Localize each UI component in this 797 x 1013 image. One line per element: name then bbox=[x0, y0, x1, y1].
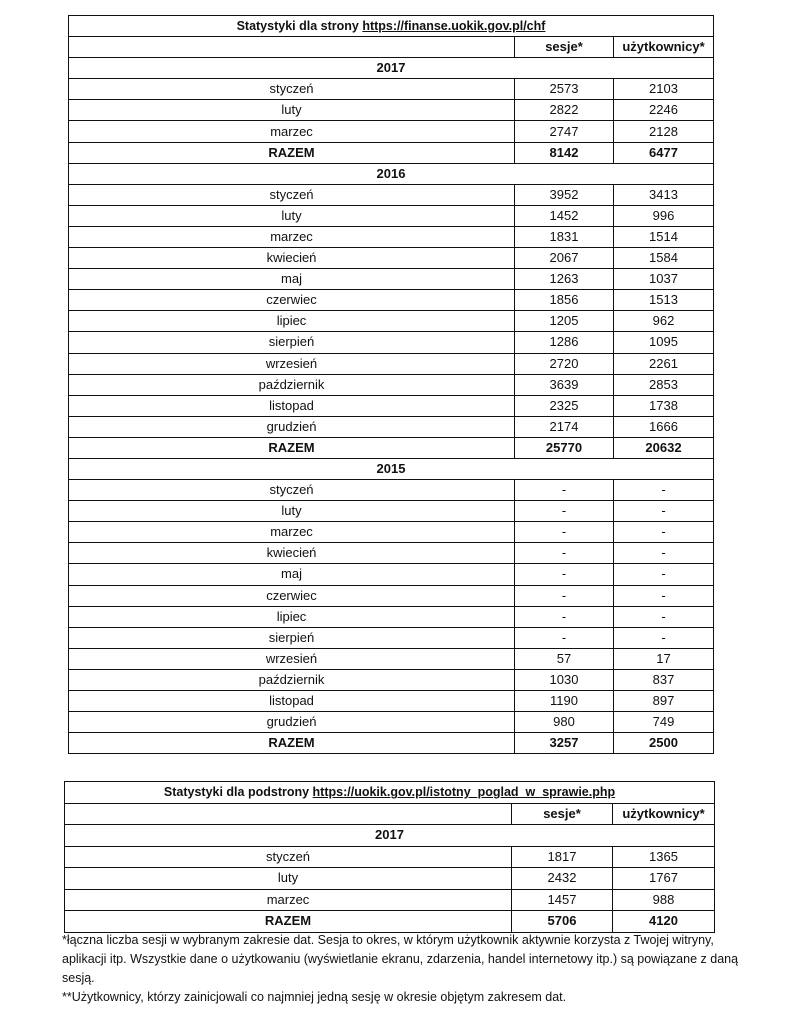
users-cell: - bbox=[614, 501, 714, 522]
table-row bbox=[69, 669, 714, 690]
sessions-cell: 2720 bbox=[515, 353, 614, 374]
users-cell: 1514 bbox=[614, 226, 714, 247]
users-cell: 2853 bbox=[614, 374, 714, 395]
table-row bbox=[69, 585, 714, 606]
total-users: 2500 bbox=[614, 733, 714, 754]
table-row bbox=[69, 374, 714, 395]
table-title-row bbox=[69, 16, 714, 37]
footnote-users: **Użytkownicy, którzy zainicjowali co najmniej jedną sesję w okresie objętym zakresem dat. bbox=[62, 990, 567, 1004]
table-header-row bbox=[65, 803, 715, 825]
table-title-url: https://uokik.gov.pl/istotny_poglad_w_sprawie.php bbox=[312, 785, 616, 800]
month-cell: styczeń bbox=[65, 846, 512, 868]
users-cell: 988 bbox=[613, 889, 715, 911]
month-cell: styczeń bbox=[69, 184, 515, 205]
footnotes bbox=[62, 931, 752, 1007]
sessions-cell: - bbox=[515, 543, 614, 564]
total-users: 20632 bbox=[614, 437, 714, 458]
sessions-cell: 2174 bbox=[515, 416, 614, 437]
table-title-text: Statystyki dla strony bbox=[236, 19, 363, 34]
header-empty-cell bbox=[69, 37, 515, 58]
total-users: 4120 bbox=[613, 911, 715, 933]
sessions-cell: - bbox=[515, 606, 614, 627]
table-row bbox=[69, 480, 714, 501]
users-cell: 2103 bbox=[614, 79, 714, 100]
users-cell: 1095 bbox=[614, 332, 714, 353]
month-cell: luty bbox=[69, 501, 515, 522]
month-cell: listopad bbox=[69, 691, 515, 712]
sessions-cell: 1452 bbox=[515, 205, 614, 226]
table-row bbox=[69, 627, 714, 648]
users-cell: 3413 bbox=[614, 184, 714, 205]
users-cell: 962 bbox=[614, 311, 714, 332]
total-sessions: 3257 bbox=[515, 733, 614, 754]
table-row bbox=[69, 522, 714, 543]
month-cell: marzec bbox=[69, 121, 515, 142]
users-cell: - bbox=[614, 480, 714, 501]
table-row bbox=[69, 564, 714, 585]
sessions-cell: 2747 bbox=[515, 121, 614, 142]
users-cell: 996 bbox=[614, 205, 714, 226]
users-cell: - bbox=[614, 543, 714, 564]
sessions-cell: - bbox=[515, 522, 614, 543]
year-row bbox=[65, 825, 715, 847]
total-label: RAZEM bbox=[69, 142, 515, 163]
header-sessions: sesje* bbox=[512, 803, 613, 825]
month-cell: luty bbox=[69, 205, 515, 226]
month-cell: czerwiec bbox=[69, 290, 515, 311]
sessions-cell: 2822 bbox=[515, 100, 614, 121]
table-row bbox=[69, 290, 714, 311]
users-cell: 1037 bbox=[614, 269, 714, 290]
sessions-cell: 3952 bbox=[515, 184, 614, 205]
month-cell: marzec bbox=[69, 226, 515, 247]
table-row bbox=[69, 712, 714, 733]
table-row bbox=[69, 395, 714, 416]
year-row bbox=[69, 458, 714, 479]
sessions-cell: 1831 bbox=[515, 226, 614, 247]
total-row bbox=[69, 437, 714, 458]
table-row bbox=[69, 226, 714, 247]
month-cell: kwiecień bbox=[69, 248, 515, 269]
month-cell: październik bbox=[69, 374, 515, 395]
table-row bbox=[69, 79, 714, 100]
sessions-cell: 1190 bbox=[515, 691, 614, 712]
total-row bbox=[69, 733, 714, 754]
month-cell: luty bbox=[69, 100, 515, 121]
month-cell: sierpień bbox=[69, 627, 515, 648]
header-sessions: sesje* bbox=[515, 37, 614, 58]
users-cell: 1767 bbox=[613, 868, 715, 890]
total-sessions: 8142 bbox=[515, 142, 614, 163]
footnote-sessions: *łączna liczba sesji w wybranym zakresie dat. Sesja to okres, w którym użytkownik aktywnie korzysta z Twojej witryny, aplikacji itp. Wszystkie dane o użytkowaniu (wyświetlanie ekranu, zdarzenia, handel internetowy itp.) są powiązane z daną sesją. bbox=[62, 933, 739, 985]
month-cell: luty bbox=[65, 868, 512, 890]
users-cell: - bbox=[614, 606, 714, 627]
year-row bbox=[69, 58, 714, 79]
month-cell: listopad bbox=[69, 395, 515, 416]
total-sessions: 25770 bbox=[515, 437, 614, 458]
table-row bbox=[65, 889, 715, 911]
sessions-cell: - bbox=[515, 564, 614, 585]
sessions-cell: 1205 bbox=[515, 311, 614, 332]
table-title-row bbox=[65, 782, 715, 804]
table-row bbox=[69, 184, 714, 205]
month-cell: maj bbox=[69, 564, 515, 585]
total-row bbox=[69, 142, 714, 163]
users-cell: 897 bbox=[614, 691, 714, 712]
sessions-cell: 1817 bbox=[512, 846, 613, 868]
year-label: 2015 bbox=[69, 458, 714, 479]
users-cell: 2261 bbox=[614, 353, 714, 374]
sessions-cell: 1457 bbox=[512, 889, 613, 911]
header-empty-cell bbox=[65, 803, 512, 825]
sessions-cell: 2067 bbox=[515, 248, 614, 269]
table-row bbox=[69, 332, 714, 353]
table-header-row bbox=[69, 37, 714, 58]
sessions-cell: 980 bbox=[515, 712, 614, 733]
table-row bbox=[65, 846, 715, 868]
table-title-url: https://finanse.uokik.gov.pl/chf bbox=[362, 19, 546, 34]
users-cell: 749 bbox=[614, 712, 714, 733]
users-cell: 1365 bbox=[613, 846, 715, 868]
table-row bbox=[69, 691, 714, 712]
sessions-cell: 2325 bbox=[515, 395, 614, 416]
total-users: 6477 bbox=[614, 142, 714, 163]
sessions-cell: 1856 bbox=[515, 290, 614, 311]
users-cell: 1584 bbox=[614, 248, 714, 269]
table-row bbox=[69, 648, 714, 669]
month-cell: lipiec bbox=[69, 606, 515, 627]
users-cell: 1513 bbox=[614, 290, 714, 311]
users-cell: 837 bbox=[614, 669, 714, 690]
table-row bbox=[69, 248, 714, 269]
sessions-cell: - bbox=[515, 585, 614, 606]
table-row bbox=[69, 501, 714, 522]
table-row bbox=[69, 121, 714, 142]
users-cell: 2246 bbox=[614, 100, 714, 121]
month-cell: grudzień bbox=[69, 712, 515, 733]
sessions-cell: 1286 bbox=[515, 332, 614, 353]
month-cell: styczeń bbox=[69, 480, 515, 501]
month-cell: maj bbox=[69, 269, 515, 290]
year-row bbox=[69, 163, 714, 184]
month-cell: wrzesień bbox=[69, 648, 515, 669]
year-label: 2017 bbox=[65, 825, 715, 847]
users-cell: 1666 bbox=[614, 416, 714, 437]
users-cell: - bbox=[614, 522, 714, 543]
sessions-cell: 2432 bbox=[512, 868, 613, 890]
table-row bbox=[69, 606, 714, 627]
table-title-text: Statystyki dla podstrony bbox=[163, 785, 313, 800]
stats-table-finanse bbox=[68, 15, 714, 754]
month-cell: wrzesień bbox=[69, 353, 515, 374]
users-cell: 17 bbox=[614, 648, 714, 669]
stats-table-istotny-poglad bbox=[64, 781, 715, 933]
total-label: RAZEM bbox=[69, 437, 515, 458]
month-cell: sierpień bbox=[69, 332, 515, 353]
table-row bbox=[69, 353, 714, 374]
month-cell: czerwiec bbox=[69, 585, 515, 606]
header-users: użytkownicy* bbox=[614, 37, 714, 58]
total-label: RAZEM bbox=[65, 911, 512, 933]
month-cell: styczeń bbox=[69, 79, 515, 100]
table-row bbox=[65, 868, 715, 890]
sessions-cell: 57 bbox=[515, 648, 614, 669]
users-cell: - bbox=[614, 627, 714, 648]
total-sessions: 5706 bbox=[512, 911, 613, 933]
month-cell: październik bbox=[69, 669, 515, 690]
header-users: użytkownicy* bbox=[613, 803, 715, 825]
table-title bbox=[65, 782, 715, 804]
sessions-cell: - bbox=[515, 627, 614, 648]
month-cell: kwiecień bbox=[69, 543, 515, 564]
sessions-cell: 1030 bbox=[515, 669, 614, 690]
month-cell: marzec bbox=[65, 889, 512, 911]
month-cell: lipiec bbox=[69, 311, 515, 332]
month-cell: grudzień bbox=[69, 416, 515, 437]
table-row bbox=[69, 100, 714, 121]
year-label: 2016 bbox=[69, 163, 714, 184]
sessions-cell: 2573 bbox=[515, 79, 614, 100]
users-cell: - bbox=[614, 585, 714, 606]
year-label: 2017 bbox=[69, 58, 714, 79]
total-row bbox=[65, 911, 715, 933]
month-cell: marzec bbox=[69, 522, 515, 543]
sessions-cell: - bbox=[515, 480, 614, 501]
sessions-cell: 3639 bbox=[515, 374, 614, 395]
sessions-cell: 1263 bbox=[515, 269, 614, 290]
table-row bbox=[69, 416, 714, 437]
users-cell: 1738 bbox=[614, 395, 714, 416]
table-row bbox=[69, 311, 714, 332]
users-cell: 2128 bbox=[614, 121, 714, 142]
table-row bbox=[69, 205, 714, 226]
users-cell: - bbox=[614, 564, 714, 585]
sessions-cell: - bbox=[515, 501, 614, 522]
total-label: RAZEM bbox=[69, 733, 515, 754]
table-title bbox=[69, 16, 714, 37]
table-row bbox=[69, 543, 714, 564]
table-row bbox=[69, 269, 714, 290]
